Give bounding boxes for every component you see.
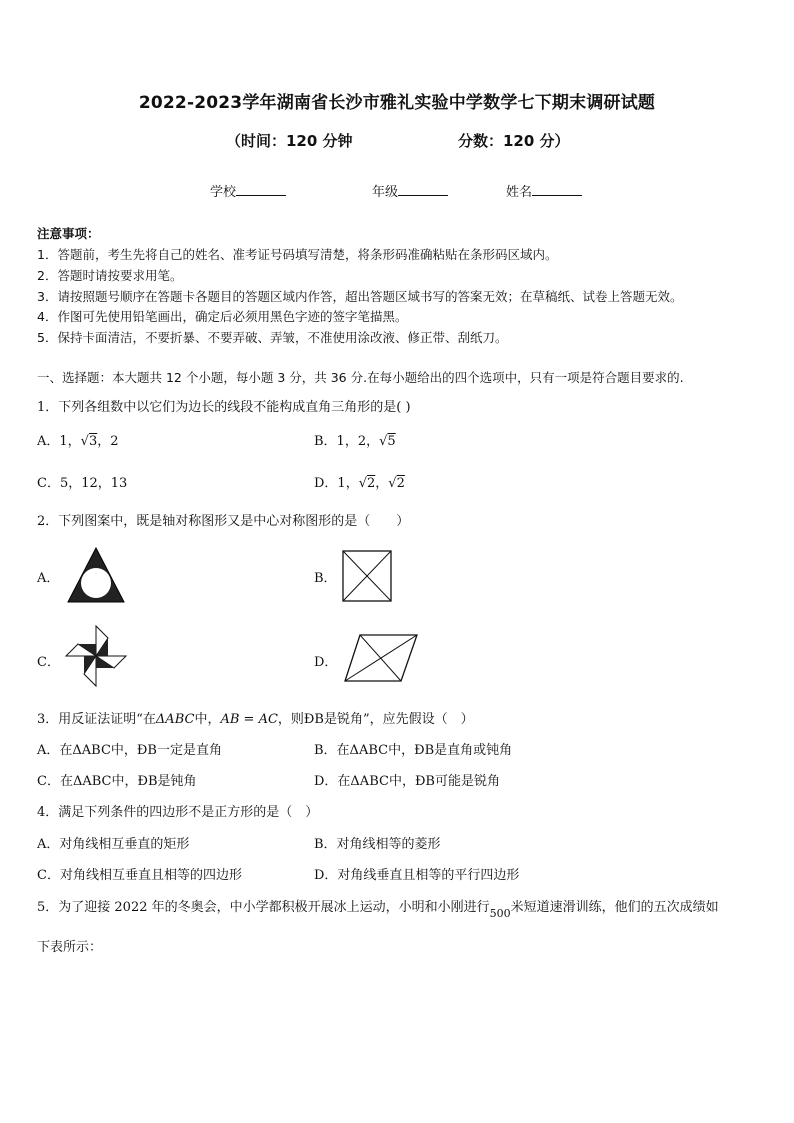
q1-option-d[interactable] (314, 472, 405, 491)
q3-equation: AB = AC (220, 712, 278, 727)
q1-option-b[interactable] (314, 430, 396, 449)
question-4-stem: 4．满足下列条件的四边形不是正方形的是（ ） (37, 805, 319, 820)
q1-a-text: A．1， (37, 434, 81, 449)
q1-a-radicand: 3 (88, 434, 98, 449)
question-1-stem: 1．下列各组数中以它们为边长的线段不能构成直角三角形的是( ) (37, 400, 411, 415)
school-label: 学校 (210, 185, 237, 200)
q1-a-text-end: ，2 (97, 434, 119, 449)
q3-option-d[interactable]: D．在ΔABC中，ÐB可能是锐角 (314, 774, 500, 789)
q1-d-sep: ， (375, 476, 389, 491)
notice-heading: 注意事项： (37, 226, 100, 241)
q1-d-radicand-1: 2 (367, 476, 376, 491)
q2-option-a-label[interactable]: A． (37, 571, 60, 586)
q5-stem-end: 米短道速滑训练，他们的五次成绩如 (510, 900, 719, 915)
q4-option-d[interactable]: D．对角线垂直且相等的平行四边形 (314, 868, 520, 883)
q2-option-c-label[interactable]: C． (37, 655, 60, 670)
q2-option-b-label[interactable]: B． (314, 571, 337, 586)
q1-d-radicand-2: 2 (396, 476, 405, 491)
parallelogram-diagonals-figure (344, 634, 418, 682)
sqrt-icon: √ (80, 434, 89, 449)
school-blank[interactable] (236, 183, 286, 196)
grade-label: 年级 (372, 185, 399, 200)
question-2-stem: 2．下列图案中，既是轴对称图形又是中心对称图形的是（ ） (37, 514, 410, 529)
q2-option-d-label[interactable]: D． (314, 655, 338, 670)
pinwheel-figure (64, 624, 128, 688)
notice-item: 1．答题前，考生先将自己的姓名、准考证号码填写清楚，将条形码准确粘贴在条形码区域内。 (37, 247, 558, 262)
q1-option-a[interactable] (37, 430, 119, 449)
notice-item: 2．答题时请按要求用笔。 (37, 268, 183, 283)
name-blank[interactable] (532, 183, 582, 196)
q4-option-b[interactable]: B．对角线相等的菱形 (314, 837, 441, 852)
notice-item: 3．请按照题号顺序在答题卡各题目的答题区域内作答，超出答题区域书写的答案无效；在草稿纸、试卷上答题无效。 (37, 289, 683, 304)
q3-option-b[interactable]: B．在ΔABC中，ÐB是直角或钝角 (314, 743, 513, 758)
question-5-line2: 下表所示： (37, 940, 103, 955)
q3-stem-end: ，则ÐB是锐角”，应先假设（ ） (277, 712, 474, 727)
grade-blank[interactable] (398, 183, 448, 196)
notice-item: 5．保持卡面清洁，不要折暴、不要弄破、弄皱，不准使用涂改液、修正带、刮纸刀。 (37, 330, 508, 345)
square-diagonals-figure (342, 550, 392, 602)
q1-b-radicand: 5 (387, 434, 396, 449)
exam-score: 分数：120 分） (458, 132, 570, 150)
q3-triangle: ΔABC (155, 712, 195, 727)
sqrt-icon: √ (358, 476, 367, 491)
q3-option-a[interactable]: A．在ΔABC中，ÐB一定是直角 (37, 743, 222, 758)
q1-option-c[interactable]: C．5，12，13 (37, 476, 128, 491)
q3-option-c[interactable]: C．在ΔABC中，ÐB是钝角 (37, 774, 197, 789)
q3-stem-start: 3．用反证法证明“在 (37, 712, 156, 727)
q4-option-a[interactable]: A．对角线相互垂直的矩形 (37, 837, 190, 852)
q3-stem-mid: 中， (194, 712, 221, 727)
q1-b-text: B．1，2， (314, 434, 380, 449)
grade-field[interactable] (372, 181, 448, 200)
sqrt-icon: √ (388, 476, 397, 491)
question-3-stem (37, 708, 474, 727)
q1-d-text: D．1， (314, 476, 359, 491)
q5-distance: 500 (489, 907, 511, 920)
school-field[interactable] (210, 181, 286, 200)
q4-option-c[interactable]: C．对角线相互垂直且相等的四边形 (37, 868, 242, 883)
exam-time: （时间：120 分钟 (226, 132, 353, 150)
name-label: 姓名 (506, 185, 533, 200)
q5-stem-start: 5．为了迎接 2022 年的冬奥会，中小学都积极开展冰上运动，小明和小刚进行 (37, 900, 490, 915)
section-heading: 一、选择题：本大题共 12 个小题，每小题 3 分，共 36 分.在每小题给出的四个选项中，只有一项是符合题目要求的. (37, 370, 684, 385)
sqrt-icon: √ (379, 434, 388, 449)
page-title: 2022-2023学年湖南省长沙市雅礼实验中学数学七下期末调研试题 (138, 93, 656, 113)
question-5-stem (37, 896, 719, 920)
triangle-circle-figure (66, 546, 126, 604)
name-field[interactable] (506, 181, 582, 200)
notice-item: 4．作图可先使用铅笔画出，确定后必须用黑色字迹的签字笔描黑。 (37, 309, 408, 324)
